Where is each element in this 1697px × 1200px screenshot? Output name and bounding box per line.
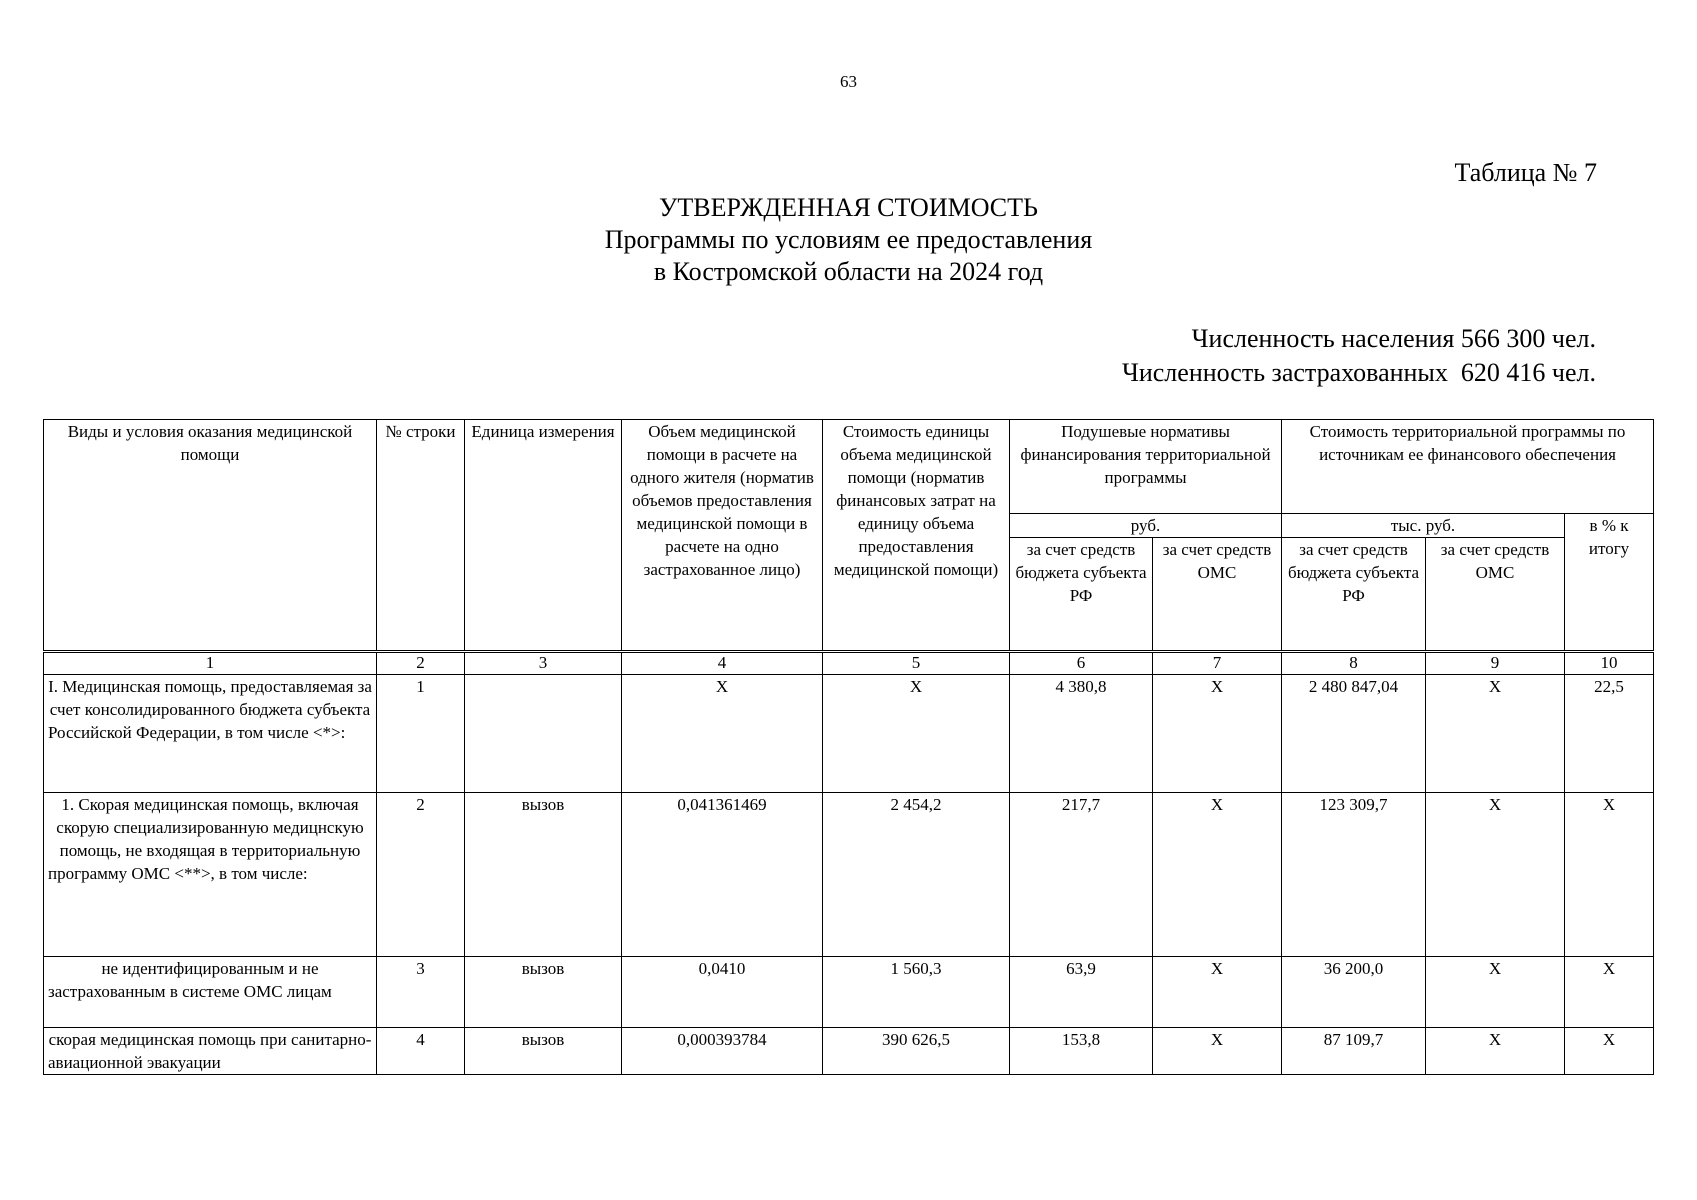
title-line-1: УТВЕРЖДЕННАЯ СТОИМОСТЬ: [659, 193, 1038, 222]
row-unit-cost: X: [823, 675, 1010, 793]
row-cost-oms: X: [1426, 675, 1565, 793]
row-pc-oms: X: [1153, 793, 1282, 957]
row-number: 4: [377, 1028, 465, 1075]
header-pc-oms: за счет средств ОМС: [1153, 538, 1282, 652]
row-unit-cost: 1 560,3: [823, 957, 1010, 1028]
header-program-cost: Стоимость территориальной программы по источникам ее финансового обеспечения: [1282, 420, 1654, 514]
row-label: не идентифицированным и не застрахованным в системе ОМС лицам: [44, 957, 377, 1028]
row-percent: X: [1565, 957, 1654, 1028]
column-number: 5: [823, 652, 1010, 675]
header-unit-thousand-rub: тыс. руб.: [1282, 514, 1565, 538]
column-number: 3: [465, 652, 622, 675]
column-number: 10: [1565, 652, 1654, 675]
column-number: 1: [44, 652, 377, 675]
row-pc-budget: 63,9: [1010, 957, 1153, 1028]
row-unit: [465, 675, 622, 793]
row-unit: вызов: [465, 793, 622, 957]
row-unit-cost: 390 626,5: [823, 1028, 1010, 1075]
row-unit: вызов: [465, 1028, 622, 1075]
row-cost-budget: 36 200,0: [1282, 957, 1426, 1028]
row-percent: X: [1565, 1028, 1654, 1075]
header-percent-total: в % к итогу: [1565, 514, 1654, 652]
row-unit: вызов: [465, 957, 622, 1028]
header-cost-budget: за счет средств бюджета субъекта РФ: [1282, 538, 1426, 652]
row-number: 1: [377, 675, 465, 793]
column-number-row: [44, 652, 1654, 675]
header-per-capita: Подушевые нормативы финансирования территориальной программы: [1010, 420, 1282, 514]
header-kinds: Виды и условия оказания медицинской помощи: [44, 420, 377, 652]
row-pc-budget: 4 380,8: [1010, 675, 1153, 793]
row-volume: 0,041361469: [622, 793, 823, 957]
row-cost-budget: 87 109,7: [1282, 1028, 1426, 1075]
row-label: 1. Скорая медицинская помощь, включая скорую специализированную медицнскую помощь, не входящая в территориальную программу ОМС <**>, в том числе:: [44, 793, 377, 957]
row-cost-oms: X: [1426, 793, 1565, 957]
row-percent: 22,5: [1565, 675, 1654, 793]
header-unit-rub: руб.: [1010, 514, 1282, 538]
header-row-number: № строки: [377, 420, 465, 652]
table-label: Таблица № 7: [1454, 158, 1597, 187]
document-title: [0, 192, 1697, 288]
table-row: [44, 675, 1654, 793]
population-total: Численность населения 566 300 чел.: [1191, 324, 1596, 353]
column-number: 6: [1010, 652, 1153, 675]
header-volume: Объем медицинской помощи в расчете на одного жителя (норматив объемов предоставления медицинской помощи в расчете на одно застрахованное лицо): [622, 420, 823, 652]
row-pc-budget: 217,7: [1010, 793, 1153, 957]
row-number: 2: [377, 793, 465, 957]
population-info: [1122, 322, 1596, 390]
column-number: 8: [1282, 652, 1426, 675]
row-pc-oms: X: [1153, 675, 1282, 793]
row-volume: 0,000393784: [622, 1028, 823, 1075]
population-insured: Численность застрахованных 620 416 чел.: [1121, 358, 1596, 387]
row-cost-budget: 2 480 847,04: [1282, 675, 1426, 793]
row-number: 3: [377, 957, 465, 1028]
row-pc-oms: X: [1153, 1028, 1282, 1075]
header-unit: Единица измерения: [465, 420, 622, 652]
table-row: [44, 1028, 1654, 1075]
row-cost-oms: X: [1426, 1028, 1565, 1075]
row-volume: X: [622, 675, 823, 793]
column-number: 4: [622, 652, 823, 675]
title-line-2: Программы по условиям ее предоставления: [604, 225, 1093, 254]
row-cost-budget: 123 309,7: [1282, 793, 1426, 957]
table-row: [44, 793, 1654, 957]
row-volume: 0,0410: [622, 957, 823, 1028]
column-number: 2: [377, 652, 465, 675]
table-row: [44, 957, 1654, 1028]
title-line-3: в Костромской области на 2024 год: [653, 257, 1044, 286]
row-unit-cost: 2 454,2: [823, 793, 1010, 957]
column-number: 9: [1426, 652, 1565, 675]
header-cost-oms: за счет средств ОМС: [1426, 538, 1565, 652]
row-label: I. Медицинская помощь, предоставляемая за счет консолидированного бюджета субъекта Российской Федерации, в том числе <*>:: [44, 675, 377, 793]
page-number: 63: [840, 72, 857, 91]
row-cost-oms: X: [1426, 957, 1565, 1028]
row-pc-budget: 153,8: [1010, 1028, 1153, 1075]
header-pc-budget: за счет средств бюджета субъекта РФ: [1010, 538, 1153, 652]
column-number: 7: [1153, 652, 1282, 675]
header-unit-cost: Стоимость единицы объема медицинской помощи (норматив финансовых затрат на единицу объема предоставления медицинской помощи): [823, 420, 1010, 652]
row-pc-oms: X: [1153, 957, 1282, 1028]
cost-table: [43, 419, 1654, 1075]
row-label: скорая медицинская помощь при санитарно-авиационной эвакуации: [44, 1028, 377, 1075]
row-percent: X: [1565, 793, 1654, 957]
